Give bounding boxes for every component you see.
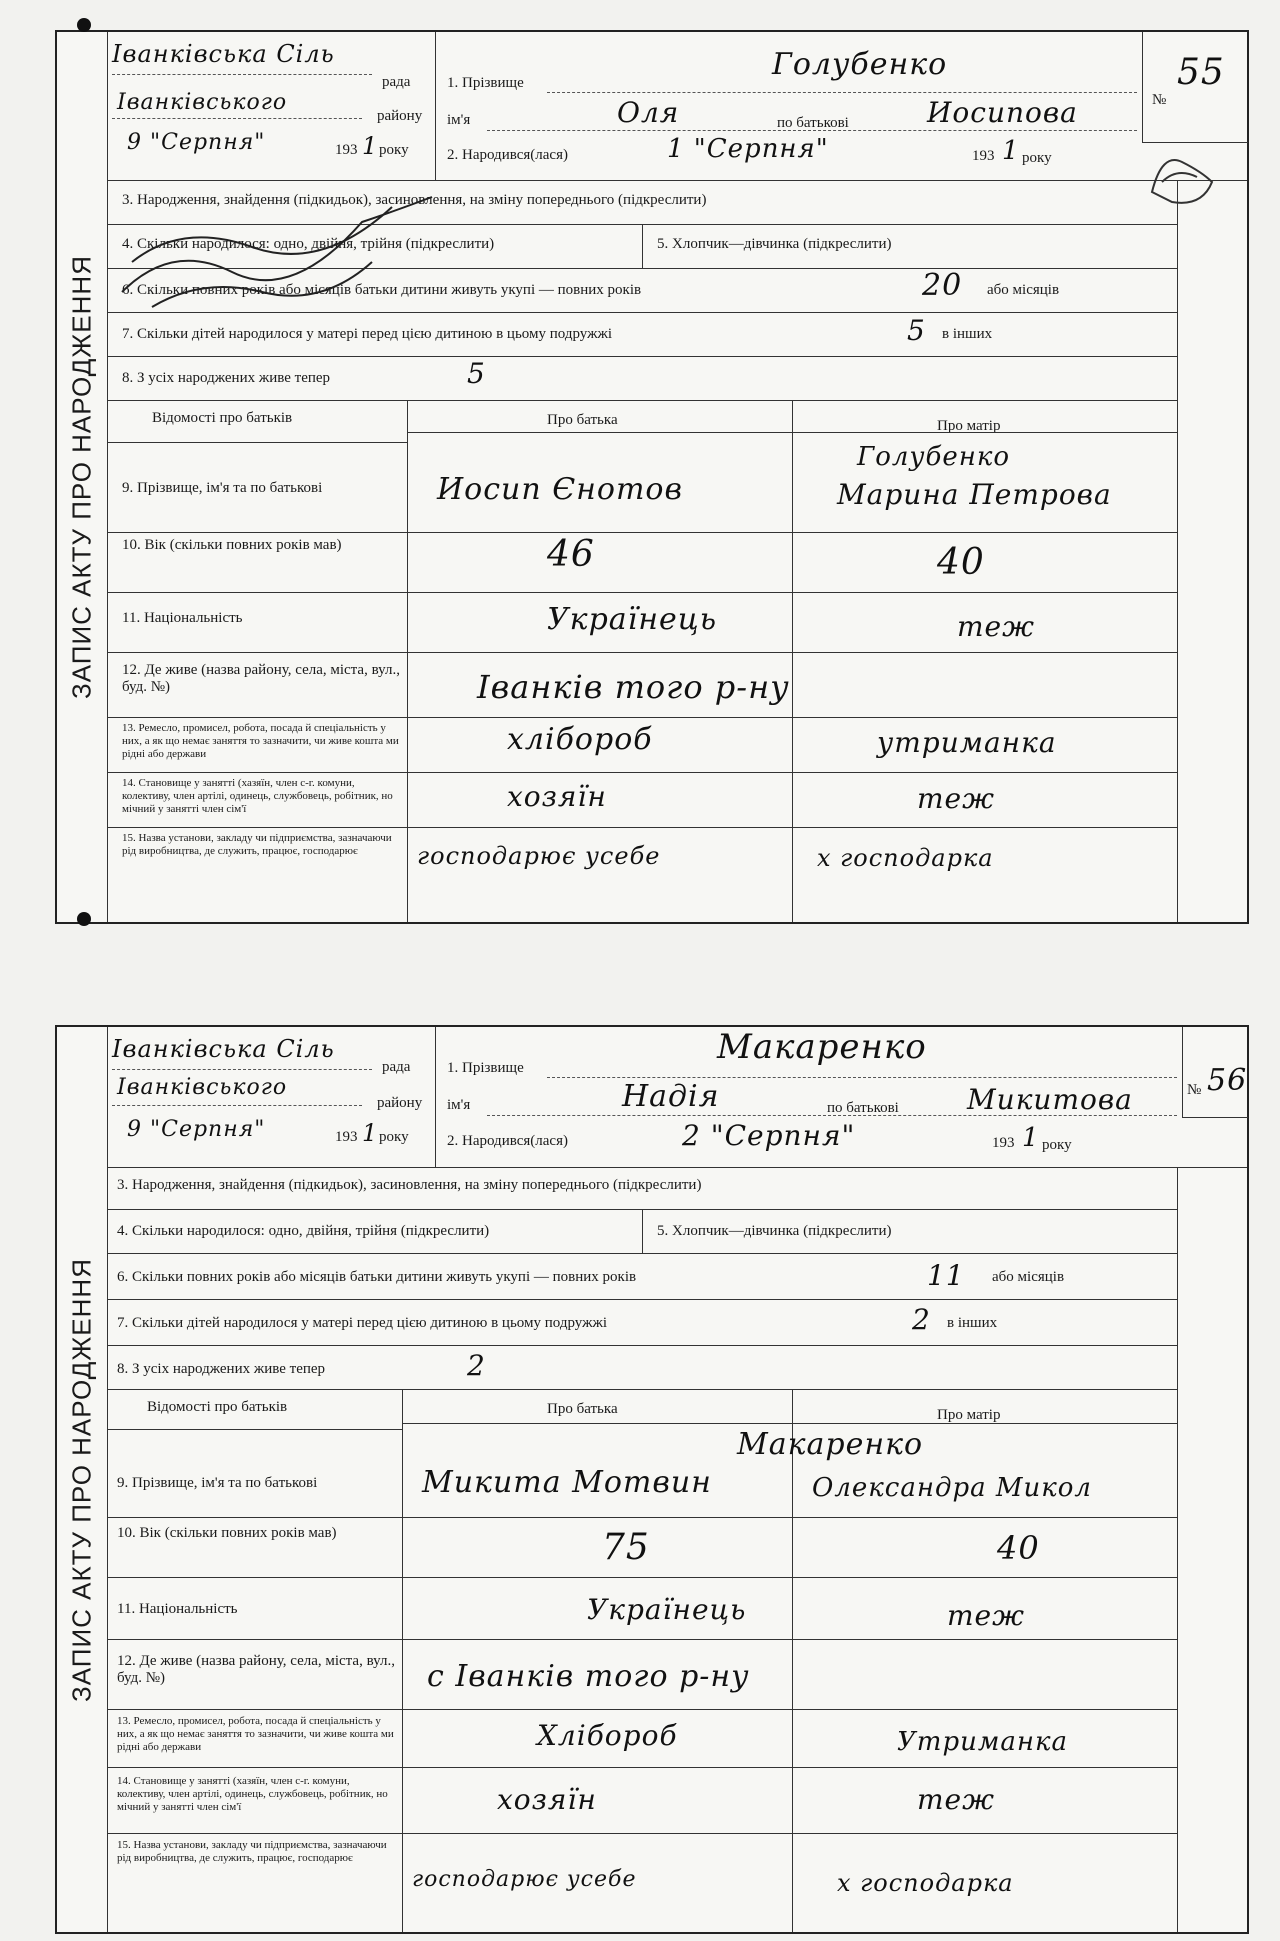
q5-label: 5. Хлопчик—дівчинка (підкреслити) (657, 1223, 892, 1239)
q7-value: 5 (907, 314, 926, 347)
q3-label: 3. Народження, знайдення (підкидьок), засиновлення, на зміну попереднього (підкреслити) (117, 1177, 702, 1193)
roku-label: року (379, 1129, 409, 1145)
q9-label: 9. Прізвище, ім'я та по батькові (122, 480, 323, 496)
patronymic-label: по батькові (777, 115, 849, 131)
q6-value: 11 (927, 1259, 965, 1292)
rada-value: Іванківська Сіль (112, 1035, 335, 1063)
q12-label: 12. Де живе (назва району, села, міста, вул., буд. №) (117, 1653, 395, 1686)
record-number: 55 (1177, 52, 1225, 93)
q15-label: 15. Назва установи, закладу чи підприємства, зазначаючи рід виробництва, де служить, працює, господарює (117, 1839, 387, 1864)
father-nationality: Українець (547, 602, 718, 637)
father-org: господарює усебе (417, 842, 661, 870)
born-year-suffix: року (1022, 150, 1052, 166)
father-name: Микита Мотвин (422, 1465, 712, 1500)
mother-status: теж (917, 782, 995, 815)
mother-org: х господарка (837, 1869, 1014, 1897)
number-label: № (1152, 92, 1167, 108)
birth-record-55 (55, 30, 1249, 924)
q6b-label: або місяців (987, 282, 1060, 298)
date-value: 9 "Серпня" (127, 130, 266, 155)
father-header: Про батька (547, 1401, 618, 1417)
q8-label: 8. З усіх народжених живе тепер (122, 370, 331, 386)
mother-job: утриманка (877, 726, 1057, 759)
father-age: 46 (547, 534, 595, 575)
q4-label: 4. Скільки народилося: одно, двійня, трійня (підкреслити) (117, 1223, 490, 1239)
q10-label: 10. Вік (скільки повних років мав) (122, 537, 342, 553)
surname-label: 1. Прізвище (447, 1060, 524, 1076)
year-prefix: 193 (335, 142, 358, 158)
q8-value: 2 (467, 1349, 486, 1382)
q6b-label: або місяців (992, 1269, 1065, 1285)
father-nationality: Українець (587, 1593, 747, 1626)
surname-value: Голубенко (772, 47, 948, 82)
mother-nationality: теж (957, 610, 1035, 643)
father-status: хозяїн (497, 1783, 597, 1816)
side-label: ЗАПИС АКТУ ПРО НАРОДЖЕННЯ (66, 1257, 97, 1702)
q12-label: 12. Де живе (назва району, села, міста, вул., буд. №) (122, 662, 400, 695)
record-sidebar (57, 1027, 108, 1932)
born-year-value: 1 (1022, 1123, 1040, 1153)
mother-org: х господарка (817, 844, 994, 872)
father-name: Иосип Єнотов (437, 472, 683, 507)
rada-label: рада (382, 1059, 411, 1075)
q4-label: 4. Скільки народилося: одно, двійня, трійня (підкреслити) (122, 236, 495, 252)
date-value: 9 "Серпня" (127, 1117, 266, 1142)
mother-header: Про матір (937, 1407, 1001, 1423)
number-label: № (1187, 1082, 1202, 1098)
ink-dot (77, 18, 91, 32)
mother-surname: Голубенко (857, 442, 1011, 472)
record-number: 56 (1207, 1063, 1248, 1098)
q14-label: 14. Становище у занятті (хазяїн, член с-г. комуни, колективу, член артілі, одинець, службовець, робітник, но мічний у занятті член сім'ї (122, 777, 393, 815)
record-sidebar (57, 32, 108, 922)
raion-value: Іванківського (117, 1075, 288, 1100)
q13-label: 13. Ремесло, промисел, робота, посада й спеціальність у них, а як що немає заняття то зазначити, чи живе кошта ми рідні або держави (117, 1715, 394, 1753)
name-value: Надія (622, 1079, 720, 1114)
born-year-suffix: року (1042, 1137, 1072, 1153)
q9-label: 9. Прізвище, ім'я та по батькові (117, 1475, 318, 1491)
born-year-prefix: 193 (972, 148, 995, 164)
info-header: Відомості про батьків (152, 410, 293, 426)
q15-label: 15. Назва установи, закладу чи підприємства, зазначаючи рід виробництва, де служить, працює, господарює (122, 832, 392, 857)
born-value: 2 "Серпня" (682, 1119, 856, 1152)
name-value: Оля (617, 96, 680, 129)
q7-label: 7. Скільки дітей народилося у матері перед цією дитиною в цьому подружжі (122, 326, 612, 342)
q6-label: 6. Скільки повних років або місяців батьки дитини живуть укупі — повних років (117, 1269, 637, 1285)
mother-header: Про матір (937, 418, 1001, 434)
mother-age: 40 (997, 1529, 1040, 1567)
q8-label: 8. З усіх народжених живе тепер (117, 1361, 326, 1377)
surname-value: Макаренко (717, 1027, 927, 1067)
q11-label: 11. Національність (117, 1601, 238, 1617)
father-header: Про батька (547, 412, 618, 428)
born-year-prefix: 193 (992, 1135, 1015, 1151)
mother-name: Олександра Микол (812, 1473, 1092, 1503)
raion-label: району (377, 1095, 423, 1111)
ink-stamp-mark (1142, 142, 1222, 212)
q7b-label: в інших (942, 326, 993, 342)
residence: Іванків того р-ну (477, 668, 790, 706)
raion-label: району (377, 108, 423, 124)
q7b-label: в інших (947, 1315, 998, 1331)
side-label: ЗАПИС АКТУ ПРО НАРОДЖЕННЯ (66, 255, 97, 699)
born-label: 2. Народився(лася) (447, 1133, 568, 1149)
mother-age: 40 (937, 542, 985, 583)
born-label: 2. Народився(лася) (447, 147, 568, 163)
year-value: 1 (362, 132, 379, 160)
father-age: 75 (602, 1527, 650, 1568)
q10-label: 10. Вік (скільки повних років мав) (117, 1525, 337, 1541)
father-job: Хлібороб (537, 1719, 678, 1752)
mother-nationality: теж (947, 1599, 1025, 1632)
roku-label: року (379, 142, 409, 158)
name-label: ім'я (447, 1097, 471, 1113)
mother-surname: Макаренко (737, 1427, 924, 1462)
mother-job: Утриманка (897, 1727, 1069, 1757)
rada-value: Іванківська Сіль (112, 40, 335, 68)
residence: с Іванків того р-ну (427, 1659, 750, 1694)
birth-record-56 (55, 1025, 1249, 1934)
q14-label: 14. Становище у занятті (хазяїн, член с-г. комуни, колективу, член артілі, одинець, службовець, робітник, но мічний у занятті член сім'ї (117, 1775, 388, 1813)
mother-status: теж (917, 1783, 995, 1816)
name-label: ім'я (447, 112, 471, 128)
q13-label: 13. Ремесло, промисел, робота, посада й спеціальність у них, а як що немає заняття то зазначити, чи живе кошта ми рідні або держави (122, 722, 399, 760)
q3-label: 3. Народження, знайдення (підкидьок), засиновлення, на зміну попереднього (підкреслити) (122, 192, 707, 208)
surname-label: 1. Прізвище (447, 75, 524, 91)
q7-value: 2 (912, 1303, 931, 1336)
father-org: господарює усебе (412, 1867, 637, 1892)
patronymic-value: Иосипова (927, 96, 1078, 129)
q7-label: 7. Скільки дітей народилося у матері перед цією дитиною в цьому подружжі (117, 1315, 607, 1331)
father-job: хлібороб (507, 722, 653, 757)
patronymic-value: Микитова (967, 1083, 1133, 1116)
year-prefix: 193 (335, 1129, 358, 1145)
patronymic-label: по батькові (827, 1100, 899, 1116)
q5-label: 5. Хлопчик—дівчинка (підкреслити) (657, 236, 892, 252)
raion-value: Іванківського (117, 90, 288, 115)
ink-dot (77, 912, 91, 926)
born-value: 1 "Серпня" (667, 134, 829, 164)
year-value: 1 (362, 1119, 379, 1147)
info-header: Відомості про батьків (147, 1399, 288, 1415)
mother-name: Марина Петрова (837, 478, 1112, 511)
father-status: хозяїн (507, 780, 607, 813)
q8-value: 5 (467, 357, 486, 390)
q6-value: 20 (922, 268, 963, 303)
born-year-value: 1 (1002, 136, 1020, 166)
q6-label: 6. Скільки повних років або місяців батьки дитини живуть укупі — повних років (122, 282, 642, 298)
rada-label: рада (382, 74, 411, 90)
q11-label: 11. Національність (122, 610, 243, 626)
margin-scribble (112, 182, 442, 312)
